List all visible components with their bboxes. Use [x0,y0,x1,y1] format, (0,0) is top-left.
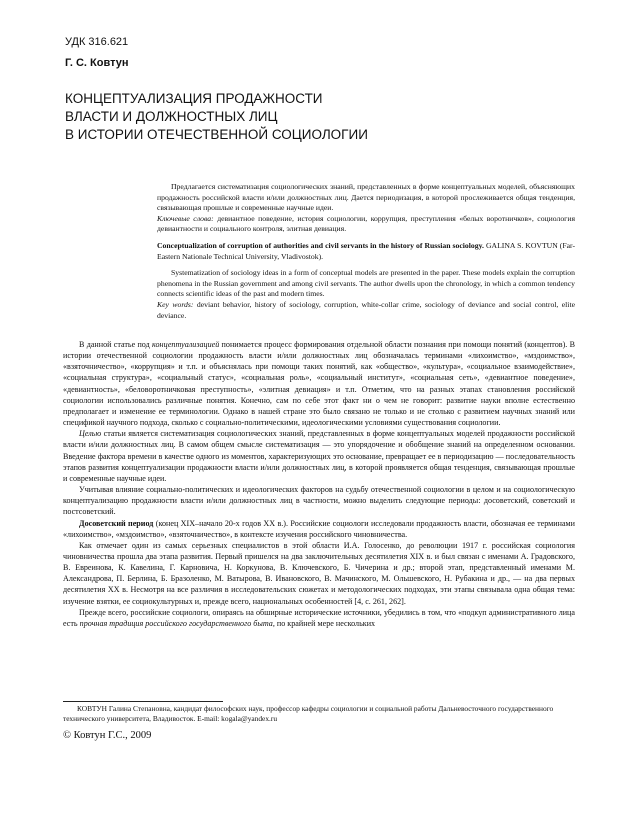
body-paragraph-4 [63,518,575,540]
p1-text-b: понимается процесс формирования отдельной области познания при помощи понятий (концептов). В истории отечественной социологии продажность власти и/или должностных лиц обозначалась терминами «лихоимство», «мздоимство», «взяточничество», «коррупция» и т.п. и объяснялась при помощи таких понятий, как «общество», «культура», «социальное взаимодействие», «социальная структура», «социальный статус», «социальная роль», «социальный институт», «социальная сеть», «девиантное поведение», «девиантность», «беловоротничковая преступность», «элитная девиация» и т.п. Отметим, что на разных этапах становления российской социологии использовались различные понятия. Конечно, сам по себе этот факт ни о чем не говорит: развитие науки вполне естественно предполагает и изменение ее терминологии. Однако в нашей стране это было связано не только и не столько с развитием научных знаний или спецификой научного подхода, сколько с социально-политическими, идеологическими условиями существования социологии. [63,340,575,428]
body-paragraph-1 [63,339,575,428]
keywords-ru-label: Ключевые слова: [157,213,214,223]
body-paragraph-3: Учитывая влияние социально-политических и идеологических факторов на судьбу отечественной социологии в целом и на социологическую концептуализацию продажности власти и/или должностных лиц в частности, можно выделить следующие периоды: досоветский, советский и постсоветский. [63,485,575,517]
body-paragraph-5: Как отмечает один из самых серьезных специалистов в этой области И.А. Голосенко, до революции 1917 г. российская социология чиновничества прошла два этапа развития. Первый пришелся на два заключительных десятилетия XIX в. и был связан с именами А. Градовского, В. Евреинова, К. Кавелина, Г. Карновича, Н. Коркунова, В. Ключевского, Б. Чичерина и др.; второй этап, представленный именами М. Александрова, П. Берлина, Б. Бразоленко, М. Ватырова, В. Ивановского, В. Мачинского, М. Ольшевского, Н. Рубакина и др., — на два первых десятилетия XX в. Несмотря на все различия в исследовательских сюжетах и методологических подходах, эти этапы связывала одна общая тема: изучение взятки, ее социокультурных и, прежде всего, национальных особенностей [4, с. 261, 262]. [63,540,575,606]
title-line-3: В ИСТОРИИ ОТЕЧЕСТВЕННОЙ СОЦИОЛОГИИ [65,127,368,142]
keywords-ru-text: девиантное поведение, история социологии, коррупция, преступления «белых воротничков», социология девиантности и социального контроля, элитная девиация. [157,213,575,234]
article-title [65,90,565,144]
keywords-ru [157,214,575,235]
keywords-en-text: deviant behavior, history of sociology, corruption, white-collar crime, sociology of deviance and social control, elite deviance. [157,299,575,320]
udk-code: УДК 316.621 [65,36,129,48]
title-line-1: КОНЦЕПТУАЛИЗАЦИЯ ПРОДАЖНОСТИ [65,91,323,106]
english-title: Conceptualization of corruption of authorities and civil servants in the history of Russian sociology. [157,240,484,250]
p6-text-a: Прежде всего, российские социологи, опираясь на обширные исторические источники, убедились в том, что «подкуп административного лица есть [63,607,575,628]
abstract-en: Systematization of sociology ideas in a form of conceptual models are presented in the paper. These models explain the corruption phenomena in the Russian government and among civil servants. The author dwells upon the chronology, in which a common tendency connects scientific ideas of the past and modern times. [157,268,575,299]
p6-text-b: , по крайней мере нескольких [272,618,376,628]
article-body [63,339,575,629]
p2-text: статьи является систематизация социологических знаний, представленных в форме концептуальных моделей продажности российской власти и/или должностных лиц. В самом общем смысле систематизация — это упорядочение и обобщение знаний на определенном основании. Введение фактора времени в качестве одного из моментов, характеризующих это основание, превращает ее в периодизацию — последовательность этапов развития концептуализации продажности власти и/или должностных лиц, в которой проявляется общая тенденция, связывающая прошлые и современные научные идеи. [63,429,575,483]
author-name: Г. С. Ковтун [65,57,129,69]
keywords-en-label: Key words: [157,299,194,309]
footnote-divider [63,701,223,702]
english-author: GALINA S. KOVTUN (Far-Eastern Nationale Technical University, Vladivostok). [157,240,576,261]
p6-quote: прочная традиция российского государственного быта [79,618,273,628]
title-line-2: ВЛАСТИ И ДОЛЖНОСТНЫХ ЛИЦ [65,109,278,124]
body-paragraph-6 [63,607,575,629]
abstract-en-header [157,241,575,262]
p4-text: (конец XIX–начало 20-х годов XX в.). Российские социологи исследовали продажность власти, обозначая ее терминами «лихоимство», «мздоимство», «взяточничество», в контексте изучения российского чиновничества. [63,518,575,539]
body-paragraph-2 [63,428,575,484]
p1-term: концептуализацией [152,340,220,349]
keywords-en [157,300,575,321]
p2-term: Целью [79,429,102,439]
copyright-notice: © Ковтун Г.С., 2009 [63,730,152,741]
abstract-block [157,182,575,321]
abstract-ru: Предлагается систематизация социологических знаний, представленных в форме концептуальных моделей, объясняющих продажность российской власти и/или должностных лиц. Дается периодизация, в которой прослеживается общая тенденция, связывающая прошлые и современные научные идеи. [157,182,575,213]
author-footnote: КОВТУН Галина Степановна, кандидат философских наук, профессор кафедры социологии и социальной работы Дальневосточного государственного технического университета, Владивосток. E-mail: kogala@yandex.ru [63,704,554,723]
period-heading: Досоветский период [79,518,154,528]
p1-text-a: В данной статье под [79,340,153,349]
